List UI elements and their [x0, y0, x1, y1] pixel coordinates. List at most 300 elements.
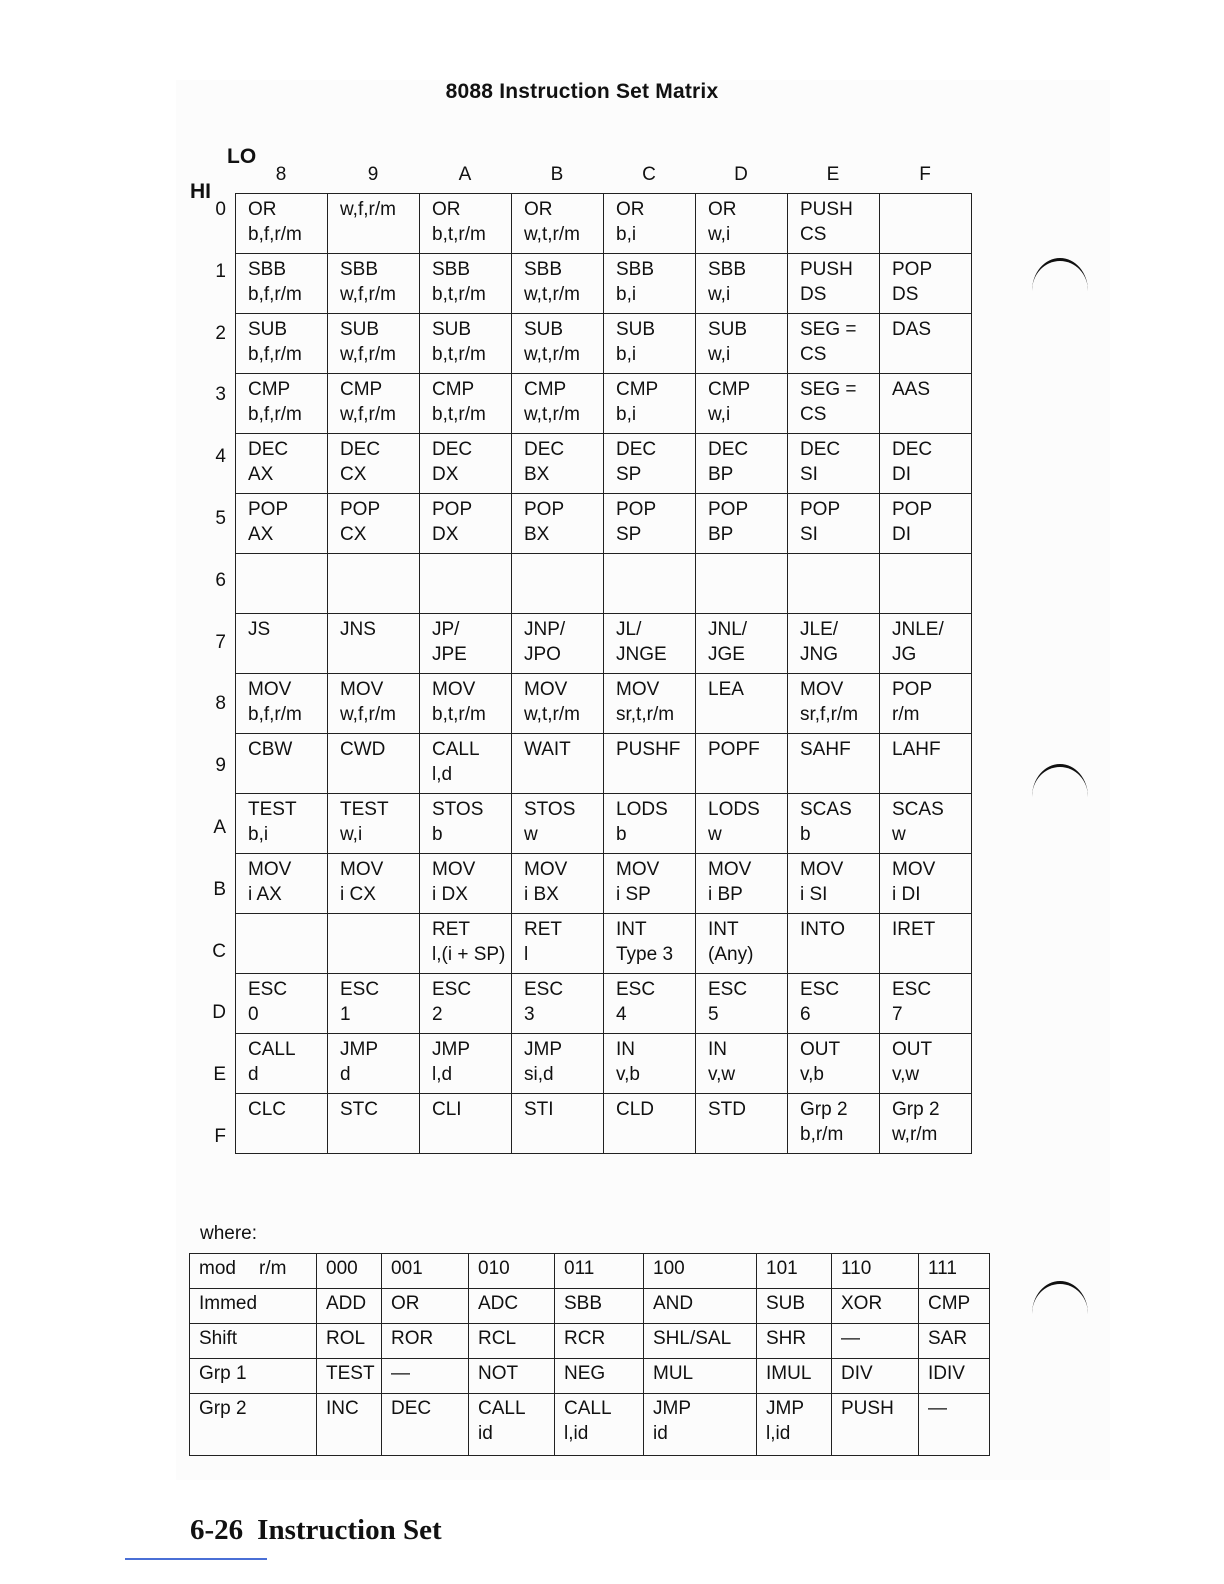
matrix-cell — [420, 854, 512, 914]
operand: b — [432, 824, 443, 845]
group-cell — [832, 1359, 919, 1394]
mnemonic: INC — [326, 1398, 359, 1419]
mnemonic: RCR — [564, 1328, 606, 1349]
mnemonic: SBB — [432, 259, 471, 280]
mnemonic: SUB — [432, 319, 472, 340]
operand: i BP — [708, 884, 743, 905]
operand: CS — [800, 344, 827, 365]
mnemonic: POP — [892, 259, 933, 280]
matrix-cell — [696, 374, 788, 434]
operand: BX — [524, 524, 550, 545]
group-cell — [757, 1289, 832, 1324]
page-title: 8088 Instruction Set Matrix — [445, 80, 719, 103]
mnemonic: ESC — [616, 979, 656, 1000]
mnemonic: PUSH — [800, 199, 853, 220]
operand: CX — [340, 524, 367, 545]
matrix-cell — [788, 614, 880, 674]
operand: AX — [248, 464, 274, 485]
matrix-cell — [788, 1034, 880, 1094]
operand: r/m — [892, 704, 920, 725]
mnemonic: CALL — [248, 1039, 296, 1060]
mnemonic: ROR — [391, 1328, 434, 1349]
matrix-row — [236, 854, 972, 914]
mnemonic: ESC — [432, 979, 472, 1000]
mnemonic: SEG = — [800, 379, 857, 400]
operand: b,t,r/m — [432, 284, 486, 305]
operand: DI — [892, 464, 911, 485]
matrix-cell — [512, 614, 604, 674]
mnemonic: JP/ — [432, 619, 460, 640]
matrix-cell — [696, 314, 788, 374]
row-header: B — [213, 878, 226, 900]
matrix-row — [236, 614, 972, 674]
mnemonic: CMP — [928, 1293, 971, 1314]
matrix-cell — [328, 194, 420, 254]
mnemonic: SUB — [708, 319, 748, 340]
column-header: 9 — [367, 164, 379, 185]
mnemonic: JNL/ — [708, 619, 748, 640]
operand: w — [524, 824, 538, 845]
matrix-cell — [604, 914, 696, 974]
matrix-cell — [512, 434, 604, 494]
matrix-cell — [604, 854, 696, 914]
matrix-cell — [880, 614, 972, 674]
matrix-row — [236, 1094, 972, 1154]
matrix-cell — [696, 194, 788, 254]
matrix-cell — [512, 674, 604, 734]
operand: w,f,r/m — [340, 344, 396, 365]
matrix-row — [236, 374, 972, 434]
matrix-cell — [328, 554, 420, 614]
row-header: 8 — [215, 693, 226, 715]
matrix-row — [236, 734, 972, 794]
matrix-cell — [604, 1094, 696, 1154]
operand: 2 — [432, 1004, 443, 1025]
row-header: 6 — [215, 569, 226, 591]
matrix-cell — [696, 554, 788, 614]
operand: JNG — [800, 644, 838, 665]
matrix-cell — [696, 674, 788, 734]
mnemonic: DEC — [340, 439, 381, 460]
matrix-cell — [420, 674, 512, 734]
mnemonic: WAIT — [524, 739, 571, 760]
operand: l,(i + SP) — [432, 944, 506, 965]
matrix-cell — [512, 314, 604, 374]
matrix-cell — [512, 794, 604, 854]
matrix-cell — [236, 854, 328, 914]
row-header: 4 — [215, 446, 226, 468]
operand: AX — [248, 524, 274, 545]
mnemonic: OR — [616, 199, 645, 220]
operand: 3 — [524, 1004, 535, 1025]
mnemonic: CLD — [616, 1099, 655, 1120]
rm-label: r/m — [259, 1258, 287, 1279]
operand: DX — [432, 464, 459, 485]
mnemonic: OR — [391, 1293, 420, 1314]
matrix-cell — [328, 1094, 420, 1154]
operand: BP — [708, 464, 734, 485]
row-header: D — [212, 1002, 226, 1024]
mnemonic: LODS — [708, 799, 760, 820]
operand: w — [892, 824, 906, 845]
mnemonic: — — [391, 1363, 410, 1384]
operand: v,b — [800, 1064, 824, 1085]
operand: SI — [800, 524, 818, 545]
mnemonic: DAS — [892, 319, 932, 340]
matrix-cell — [788, 494, 880, 554]
mod-label: mod — [199, 1258, 236, 1279]
instruction-matrix — [235, 193, 972, 1154]
matrix-cell — [880, 854, 972, 914]
matrix-cell — [604, 734, 696, 794]
mnemonic: STC — [340, 1099, 378, 1120]
column-header: C — [642, 164, 656, 185]
mnemonic: RCL — [478, 1328, 517, 1349]
group-cell — [555, 1324, 644, 1359]
matrix-cell — [328, 494, 420, 554]
operand: SP — [616, 464, 642, 485]
mnemonic: ESC — [892, 979, 932, 1000]
operand: i SI — [800, 884, 828, 905]
matrix-cell — [604, 614, 696, 674]
mnemonic: JMP — [653, 1398, 691, 1419]
group-cell — [382, 1289, 469, 1324]
mnemonic: PUSH — [841, 1398, 894, 1419]
matrix-cell — [328, 734, 420, 794]
reg-field-header: 110 — [832, 1254, 919, 1289]
operand: JG — [892, 644, 917, 665]
mnemonic: POP — [800, 499, 841, 520]
mnemonic: SUB — [524, 319, 564, 340]
matrix-row — [236, 254, 972, 314]
mnemonic: JLE/ — [800, 619, 839, 640]
matrix-cell — [512, 374, 604, 434]
reg-field-header: 111 — [919, 1254, 990, 1289]
mnemonic: MUL — [653, 1363, 694, 1384]
matrix-cell — [420, 914, 512, 974]
operand: w,i — [708, 404, 731, 425]
operand: b,f,r/m — [248, 224, 302, 245]
row-header: A — [213, 817, 226, 838]
matrix-cell — [788, 434, 880, 494]
mnemonic: RET — [524, 919, 562, 940]
matrix-cell — [328, 974, 420, 1034]
matrix-row — [236, 914, 972, 974]
matrix-cell — [328, 314, 420, 374]
matrix-cell — [788, 254, 880, 314]
operand: w,f,r/m — [340, 199, 396, 220]
mnemonic: ESC — [248, 979, 288, 1000]
mnemonic: CMP — [616, 379, 659, 400]
operand: i SP — [616, 884, 651, 905]
matrix-cell — [420, 614, 512, 674]
matrix-cell — [880, 1034, 972, 1094]
operand: b,f,r/m — [248, 704, 302, 725]
matrix-cell — [788, 794, 880, 854]
group-name: Immed — [190, 1289, 317, 1324]
operand: b,f,r/m — [248, 284, 302, 305]
row-header: 0 — [215, 199, 226, 220]
reg-field-header: 001 — [382, 1254, 469, 1289]
mnemonic: ADC — [478, 1293, 519, 1314]
mnemonic: JMP — [524, 1039, 562, 1060]
mnemonic: TEST — [326, 1363, 375, 1384]
mnemonic: OR — [248, 199, 277, 220]
mnemonic: JS — [248, 619, 271, 640]
operand: l,d — [432, 1064, 453, 1085]
matrix-cell — [604, 974, 696, 1034]
mnemonic: JL/ — [616, 619, 642, 640]
matrix-cell — [420, 554, 512, 614]
mnemonic: RET — [432, 919, 470, 940]
group-cell — [469, 1394, 555, 1456]
matrix-cell — [880, 734, 972, 794]
mnemonic: — — [928, 1398, 947, 1419]
matrix-cell — [604, 314, 696, 374]
matrix-cell — [328, 614, 420, 674]
mnemonic: POP — [616, 499, 657, 520]
matrix-cell — [512, 194, 604, 254]
mnemonic: DIV — [841, 1363, 873, 1384]
mnemonic: SHR — [766, 1328, 807, 1349]
operand: w,t,r/m — [524, 344, 580, 365]
matrix-cell — [880, 494, 972, 554]
mnemonic: SBB — [708, 259, 747, 280]
group-opcode-table — [189, 1253, 990, 1456]
operand: b,f,r/m — [248, 344, 302, 365]
matrix-cell — [236, 1094, 328, 1154]
operand: 1 — [340, 1004, 351, 1025]
matrix-cell — [512, 914, 604, 974]
operand: w,i — [708, 224, 731, 245]
operand: BP — [708, 524, 734, 545]
mnemonic: POP — [708, 499, 749, 520]
operand: i CX — [340, 884, 376, 905]
mnemonic: ESC — [524, 979, 564, 1000]
operand: b,t,r/m — [432, 344, 486, 365]
matrix-cell — [328, 1034, 420, 1094]
mnemonic: OUT — [800, 1039, 841, 1060]
group-cell — [555, 1394, 644, 1456]
matrix-cell — [236, 794, 328, 854]
matrix-cell — [604, 374, 696, 434]
operand: si,d — [524, 1064, 554, 1085]
matrix-cell — [696, 434, 788, 494]
mnemonic: ESC — [708, 979, 748, 1000]
mnemonic: CMP — [708, 379, 751, 400]
group-cell — [757, 1359, 832, 1394]
mnemonic: JNP/ — [524, 619, 566, 640]
operand: SI — [800, 464, 818, 485]
mnemonic: SUB — [340, 319, 380, 340]
matrix-cell — [696, 1094, 788, 1154]
matrix-cell — [512, 854, 604, 914]
operand: d — [248, 1064, 259, 1085]
mnemonic: POP — [340, 499, 381, 520]
mnemonic: CMP — [340, 379, 383, 400]
operand: l,d — [432, 764, 453, 785]
operand: sr,t,r/m — [616, 704, 675, 725]
mnemonic: CALL — [478, 1398, 526, 1419]
matrix-cell — [880, 914, 972, 974]
mnemonic: XOR — [841, 1293, 883, 1314]
mnemonic: MOV — [248, 679, 292, 700]
column-header: E — [826, 164, 840, 185]
matrix-row — [236, 554, 972, 614]
matrix-cell — [880, 194, 972, 254]
reg-field-header: 011 — [555, 1254, 644, 1289]
operand: b,i — [248, 824, 269, 845]
operand: b,i — [616, 404, 637, 425]
mnemonic: DEC — [432, 439, 473, 460]
group-cell — [317, 1324, 382, 1359]
mnemonic: POP — [432, 499, 473, 520]
matrix-cell — [236, 494, 328, 554]
mnemonic: IDIV — [928, 1363, 965, 1384]
operand: w,t,r/m — [524, 224, 580, 245]
matrix-cell — [880, 974, 972, 1034]
matrix-cell — [236, 914, 328, 974]
mnemonic: ADD — [326, 1293, 367, 1314]
matrix-cell — [420, 794, 512, 854]
matrix-cell — [328, 434, 420, 494]
operand: b,i — [616, 224, 637, 245]
matrix-cell — [696, 1034, 788, 1094]
matrix-cell — [880, 674, 972, 734]
mnemonic: INTO — [800, 919, 846, 940]
group-cell — [469, 1324, 555, 1359]
mnemonic: LAHF — [892, 739, 941, 760]
group-cell — [382, 1324, 469, 1359]
matrix-cell — [328, 854, 420, 914]
operand: b,f,r/m — [248, 404, 302, 425]
mnemonic: CALL — [432, 739, 480, 760]
matrix-cell — [328, 914, 420, 974]
matrix-cell — [788, 674, 880, 734]
operand: DS — [800, 284, 827, 305]
mnemonic: AAS — [892, 379, 931, 400]
hi-axis-label: HI — [190, 180, 211, 203]
matrix-cell — [696, 494, 788, 554]
operand: w,f,r/m — [340, 284, 396, 305]
operand: 6 — [800, 1004, 811, 1025]
matrix-cell — [696, 794, 788, 854]
operand: JPO — [524, 644, 561, 665]
matrix-cell — [788, 194, 880, 254]
mnemonic: LODS — [616, 799, 668, 820]
mnemonic: CMP — [524, 379, 567, 400]
mnemonic: MOV — [892, 859, 936, 880]
group-cell — [317, 1289, 382, 1324]
matrix-cell — [420, 194, 512, 254]
mnemonic: OR — [524, 199, 553, 220]
operand: CS — [800, 404, 827, 425]
mod-rm-header — [190, 1254, 317, 1289]
group-row — [190, 1359, 990, 1394]
matrix-cell — [604, 1034, 696, 1094]
mnemonic: OR — [708, 199, 737, 220]
group-cell — [644, 1324, 757, 1359]
column-header: B — [550, 164, 564, 185]
operand: l,id — [766, 1423, 791, 1444]
matrix-cell — [328, 674, 420, 734]
matrix-cell — [696, 734, 788, 794]
mnemonic: POP — [524, 499, 565, 520]
mnemonic: CMP — [432, 379, 475, 400]
row-header: F — [214, 1126, 226, 1147]
mnemonic: MOV — [616, 679, 660, 700]
mnemonic: POP — [892, 679, 933, 700]
mnemonic: IMUL — [766, 1363, 812, 1384]
matrix-cell — [328, 254, 420, 314]
matrix-cell — [880, 254, 972, 314]
mnemonic: MOV — [340, 859, 384, 880]
matrix-row — [236, 434, 972, 494]
mnemonic: POP — [892, 499, 933, 520]
matrix-row — [236, 1034, 972, 1094]
operand: d — [340, 1064, 351, 1085]
matrix-cell — [420, 314, 512, 374]
mnemonic: SAHF — [800, 739, 851, 760]
matrix-cell — [604, 434, 696, 494]
group-cell — [757, 1324, 832, 1359]
operand: w — [708, 824, 722, 845]
group-header-row — [190, 1254, 990, 1289]
operand: id — [653, 1423, 668, 1444]
operand: b — [800, 824, 811, 845]
group-row — [190, 1324, 990, 1359]
operand: b,t,r/m — [432, 224, 486, 245]
mnemonic: ESC — [800, 979, 840, 1000]
operand: w,t,r/m — [524, 284, 580, 305]
group-cell — [469, 1359, 555, 1394]
mnemonic: PUSH — [800, 259, 853, 280]
mnemonic: SCAS — [892, 799, 944, 820]
matrix-cell — [236, 554, 328, 614]
operand: BX — [524, 464, 550, 485]
matrix-cell — [604, 194, 696, 254]
operand: i AX — [248, 884, 282, 905]
mnemonic: POPF — [708, 739, 760, 760]
matrix-cell — [880, 374, 972, 434]
mnemonic: JNS — [340, 619, 376, 640]
matrix-cell — [696, 614, 788, 674]
mnemonic: SUB — [766, 1293, 806, 1314]
row-header: E — [213, 1064, 226, 1086]
reg-field-header: 101 — [757, 1254, 832, 1289]
operand: 7 — [892, 1004, 903, 1025]
mnemonic: SUB — [248, 319, 288, 340]
mnemonic: CWD — [340, 739, 386, 760]
mnemonic: CALL — [564, 1398, 612, 1419]
operand: SP — [616, 524, 642, 545]
matrix-cell — [880, 794, 972, 854]
operand: i DX — [432, 884, 468, 905]
mnemonic: MOV — [708, 859, 752, 880]
group-cell — [317, 1394, 382, 1456]
mnemonic: OUT — [892, 1039, 933, 1060]
row-header: 1 — [215, 260, 226, 282]
matrix-cell — [236, 374, 328, 434]
matrix-cell — [512, 554, 604, 614]
group-cell — [469, 1289, 555, 1324]
mnemonic: DEC — [616, 439, 657, 460]
mnemonic: CBW — [248, 739, 293, 760]
operand: w,f,r/m — [340, 704, 396, 725]
group-cell — [832, 1289, 919, 1324]
operand: i BX — [524, 884, 559, 905]
mnemonic: SAR — [928, 1328, 968, 1349]
